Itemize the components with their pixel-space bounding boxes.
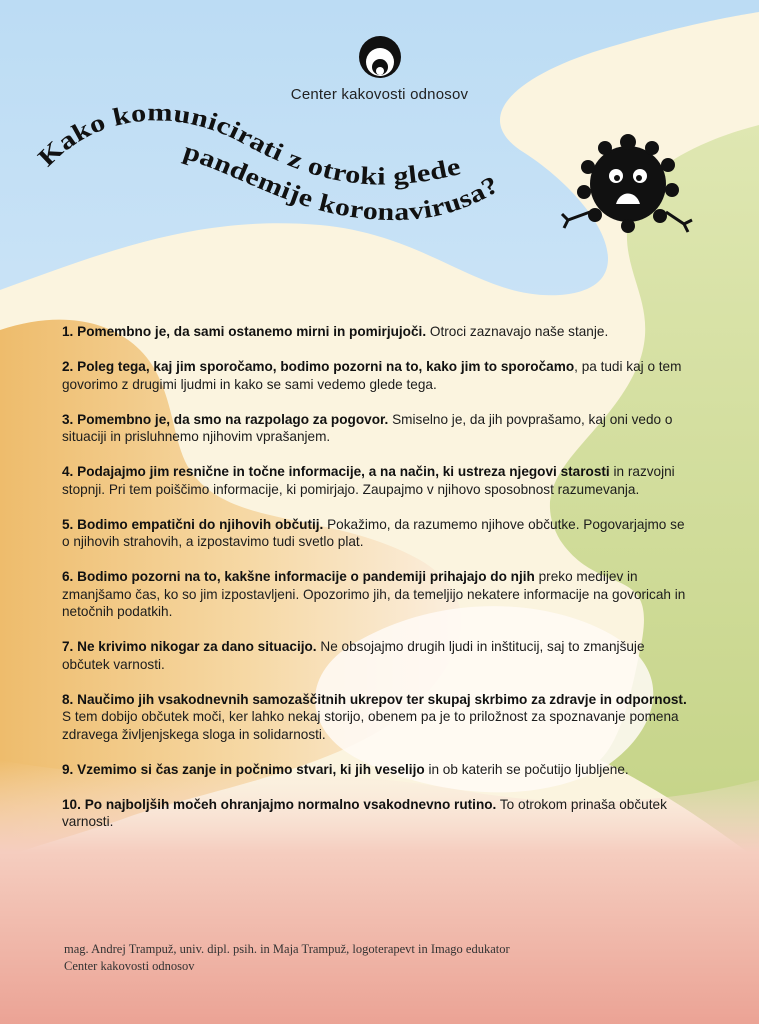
list-item bbox=[62, 691, 687, 744]
list-item bbox=[62, 796, 687, 831]
concentric-circles-logo-icon bbox=[355, 34, 405, 84]
list-item-number: 10. bbox=[62, 796, 81, 812]
list-item-heading: Poleg tega, kaj jim sporočamo, bodimo pozorni na to, kako jim to sporočamo bbox=[77, 359, 575, 374]
list-item-heading: Bodimo empatični do njihovih občutij. bbox=[77, 516, 324, 532]
list-item-number: 7. bbox=[62, 639, 74, 654]
list-item-text: in ob katerih se počutijo ljubljene. bbox=[428, 761, 629, 777]
list-item-number: 1. bbox=[62, 324, 74, 339]
list-item-number: 8. bbox=[62, 691, 74, 707]
footer-authors: mag. Andrej Trampuž, univ. dipl. psih. in Maja Trampuž, logoterapevt in Imago edukator bbox=[64, 942, 510, 956]
list-item-heading: Podajajmo jim resnične in točne informacije, a na način, ki ustreza njegovi starosti bbox=[77, 464, 610, 479]
list-item-heading: Ne krivimo nikogar za dano situacijo. bbox=[77, 639, 317, 654]
list-item bbox=[62, 463, 687, 498]
list-item-text: S tem dobijo občutek moči, ker lahko nekaj storijo, obenem pa je to priložnost za spoznavanje pomena zdravega življenjskega sloga in solidarnosti. bbox=[62, 709, 679, 742]
footer-org: Center kakovosti odnosov bbox=[64, 959, 195, 973]
list-item-heading: Po najboljših močeh ohranjajmo normalno vsakodnevno rutino. bbox=[84, 796, 497, 812]
list-item-number: 6. bbox=[62, 569, 74, 584]
page-title bbox=[30, 100, 550, 250]
list-item-heading: Pomembno je, da sami ostanemo mirni in pomirjujoči. bbox=[77, 324, 427, 339]
organization-name: Center kakovosti odnosov bbox=[290, 86, 469, 103]
list-item-heading: Vzemimo si čas zanje in počnimo stvari, ki jih veselijo bbox=[77, 761, 425, 777]
advice-list bbox=[62, 323, 687, 848]
footer bbox=[64, 941, 684, 975]
list-item bbox=[62, 568, 687, 621]
list-item-text: , pa tudi kaj o tem govorimo z drugimi ljudmi in kako se sami vedemo glede tega. bbox=[62, 359, 682, 392]
list-item-heading: Bodimo pozorni na to, kakšne informacije o pandemiji prihajajo do njih bbox=[77, 569, 535, 584]
list-item-number: 9. bbox=[62, 761, 74, 777]
title-line-2: pandemije koronavirusa? bbox=[180, 137, 502, 227]
list-item bbox=[62, 516, 687, 551]
list-item-number: 3. bbox=[62, 411, 74, 427]
list-item-text: in razvojni stopnji. Pri tem poiščimo informacije, ki pomirjajo. Zaupajmo v njihovo sposobnost razumevanja. bbox=[62, 464, 675, 497]
list-item-text: Smiselno je, da jih povprašamo, kaj oni vedo o situaciji in prisluhnemo njihovim vprašanjem. bbox=[62, 411, 673, 444]
list-item bbox=[62, 411, 687, 446]
list-item bbox=[62, 761, 687, 779]
list-item-text: Otroci zaznavajo naše stanje. bbox=[429, 324, 609, 339]
list-item-text: preko medijev in zmanjšamo čas, ko so jim izpostavljeni. Opozorimo jih, da temeljijo nekatere informacije na govoricah in netočnih podatkih. bbox=[62, 569, 686, 619]
list-item bbox=[62, 638, 687, 673]
title-line-1: Kako komunicirati z otroki glede bbox=[33, 100, 462, 191]
virus-character-icon bbox=[560, 132, 695, 242]
list-item-number: 5. bbox=[62, 516, 74, 532]
list-item bbox=[62, 358, 687, 393]
list-item bbox=[62, 323, 687, 341]
list-item-heading: Naučimo jih vsakodnevnih samozaščitnih ukrepov ter skupaj skrbimo za zdravje in odpornost. bbox=[77, 691, 687, 707]
list-item-number: 4. bbox=[62, 464, 74, 479]
list-item-heading: Pomembno je, da smo na razpolago za pogovor. bbox=[77, 411, 389, 427]
list-item-text: Ne obsojajmo drugih ljudi in inštitucij, saj to zmanjšuje občutek varnosti. bbox=[62, 639, 645, 672]
list-item-text: To otrokom prinaša občutek varnosti. bbox=[62, 796, 667, 829]
list-item-text: Pokažimo, da razumemo njihove občutke. Pogovarjajmo se o njihovih strahovih, a izpostavimo tudi svetlo plat. bbox=[62, 516, 685, 549]
list-item-number: 2. bbox=[62, 359, 74, 374]
